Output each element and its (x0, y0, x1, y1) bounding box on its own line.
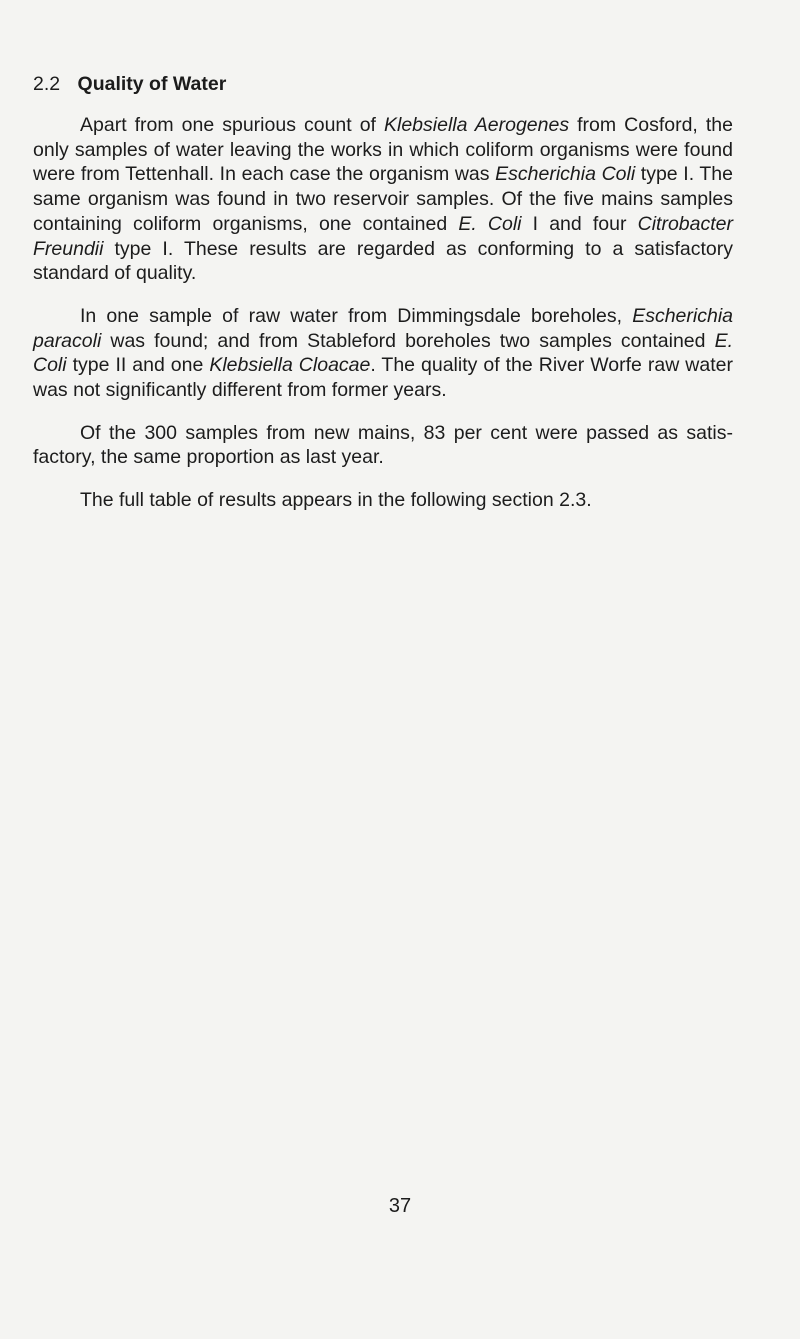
italic-term: Escherichia paracoli (33, 304, 733, 352)
italic-term: E. Coli (33, 329, 733, 377)
text-run: Of the 300 samples from new mains, 83 per cent were passed as satis-factory, the same proportion as last year. (33, 421, 733, 469)
text-run: I and four (521, 212, 638, 235)
text-run: type I. The same organism was found in two reservoir samples. Of the five mains samples containing coliform organisms, one contained (33, 163, 733, 235)
text-run: Apart from one spurious count of (80, 114, 384, 136)
page-number: 37 (388, 1195, 412, 1217)
body-text (33, 113, 733, 531)
text-run: was found; and from Stableford boreholes two samples contained (101, 329, 715, 352)
section-title: Quality of Water (77, 73, 227, 95)
text-run: . The quality of the River Worfe raw water was not significantly different from former years. (33, 354, 733, 402)
text-run: from Cosford, the only samples of water leaving the works in which coliform organisms were found were from Tettenhall. In each case the organism was (33, 114, 733, 186)
italic-term: Citrobacter Freundii (33, 212, 733, 260)
paragraph-table-reference (33, 488, 733, 513)
italic-term: Klebsiella Cloacae (209, 354, 371, 377)
text-run: type II and one (66, 354, 210, 377)
section-heading (33, 72, 226, 96)
section-number: 2.2 (33, 73, 61, 95)
paragraph-coliform-results (33, 113, 733, 286)
italic-term: Escherichia Coli (495, 163, 636, 186)
paragraph-raw-water (33, 304, 733, 403)
paragraph-new-mains (33, 421, 733, 470)
text-run: The full table of results appears in the following section 2.3. (80, 489, 592, 512)
italic-term: Klebsiella Aerogenes (384, 114, 570, 136)
text-run: type I. These results are regarded as conforming to a satisfactory standard of quality. (33, 237, 733, 285)
text-run: In one sample of raw water from Dimmingsdale boreholes, (80, 304, 633, 327)
italic-term: E. Coli (458, 212, 522, 235)
